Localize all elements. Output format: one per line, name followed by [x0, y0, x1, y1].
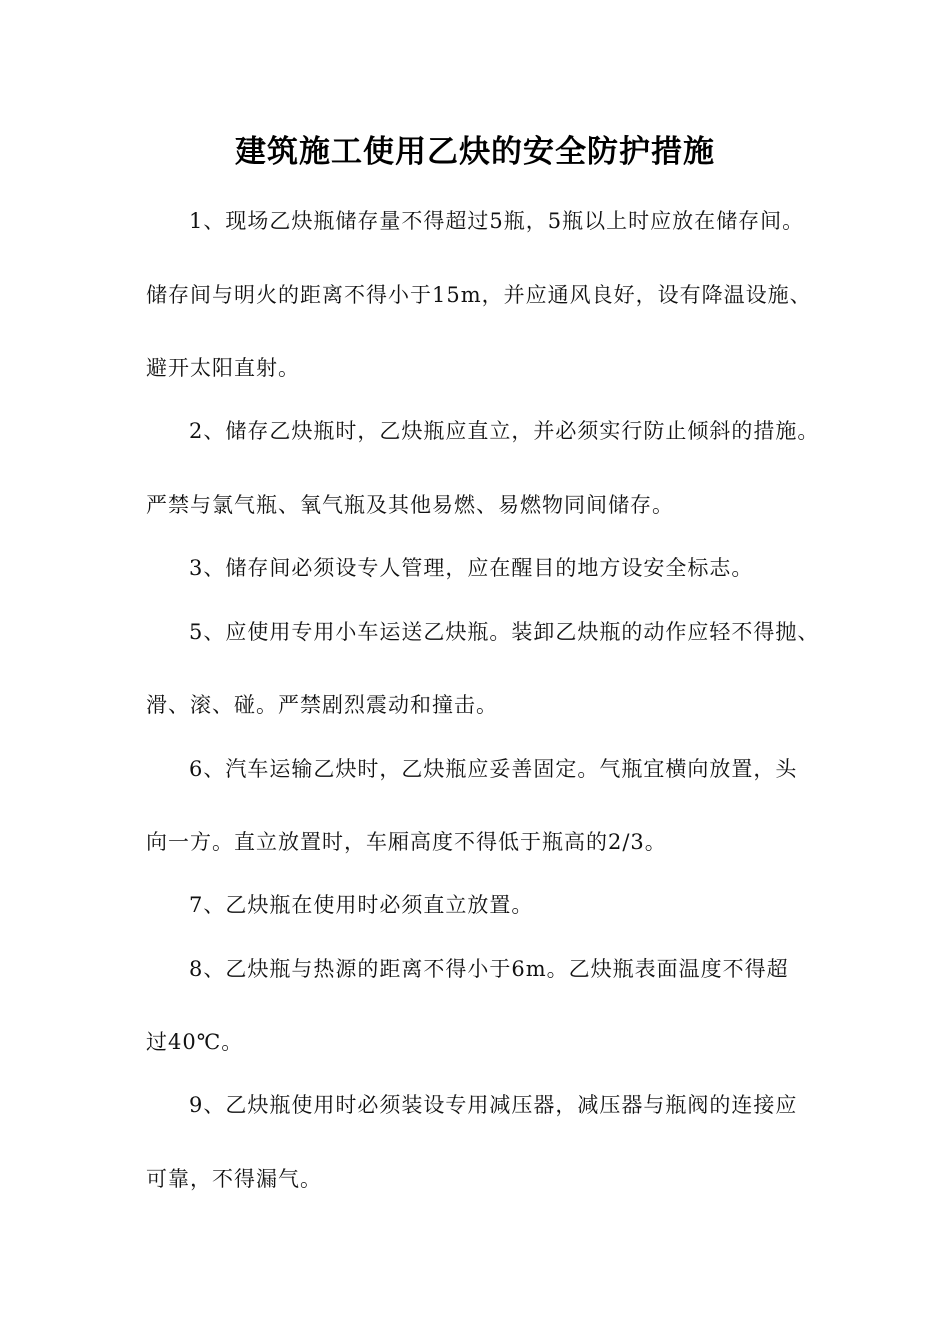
- document-title: 建筑施工使用乙炔的安全防护措施: [235, 134, 715, 170]
- paragraph-9-line-1: 9、乙炔瓶使用时必须装设专用减压器，减压器与瓶阀的连接应: [189, 1093, 798, 1117]
- paragraph-6-line-2: 向一方。直立放置时，车厢高度不得低于瓶高的2/3。: [146, 830, 667, 854]
- paragraph-5-line-2: 滑、滚、碰。严禁剧烈震动和撞击。: [146, 693, 498, 717]
- paragraph-3-line-1: 3、储存间必须设专人管理，应在醒目的地方设安全标志。: [189, 556, 754, 580]
- paragraph-2-line-2: 严禁与氯气瓶、氧气瓶及其他易燃、易燃物同间储存。: [146, 493, 674, 517]
- paragraph-1-line-1: 1、现场乙炔瓶储存量不得超过5瓶，5瓶以上时应放在储存间。: [189, 209, 805, 233]
- paragraph-7-line-1: 7、乙炔瓶在使用时必须直立放置。: [189, 893, 534, 917]
- paragraph-2-line-1: 2、储存乙炔瓶时，乙炔瓶应直立，并必须实行防止倾斜的措施。: [189, 419, 820, 443]
- paragraph-8-line-1: 8、乙炔瓶与热源的距离不得小于6m。乙炔瓶表面温度不得超: [189, 957, 789, 981]
- paragraph-9-line-2: 可靠，不得漏气。: [146, 1167, 322, 1191]
- paragraph-1-line-3: 避开太阳直射。: [146, 356, 300, 380]
- paragraph-5-line-1: 5、应使用专用小车运送乙炔瓶。装卸乙炔瓶的动作应轻不得抛、: [189, 620, 820, 644]
- paragraph-8-line-2: 过40℃。: [146, 1030, 244, 1054]
- paragraph-1-line-2: 储存间与明火的距离不得小于15m，并应通风良好，设有降温设施、: [146, 283, 812, 307]
- paragraph-6-line-1: 6、汽车运输乙炔时，乙炔瓶应妥善固定。气瓶宜横向放置，头: [189, 757, 798, 781]
